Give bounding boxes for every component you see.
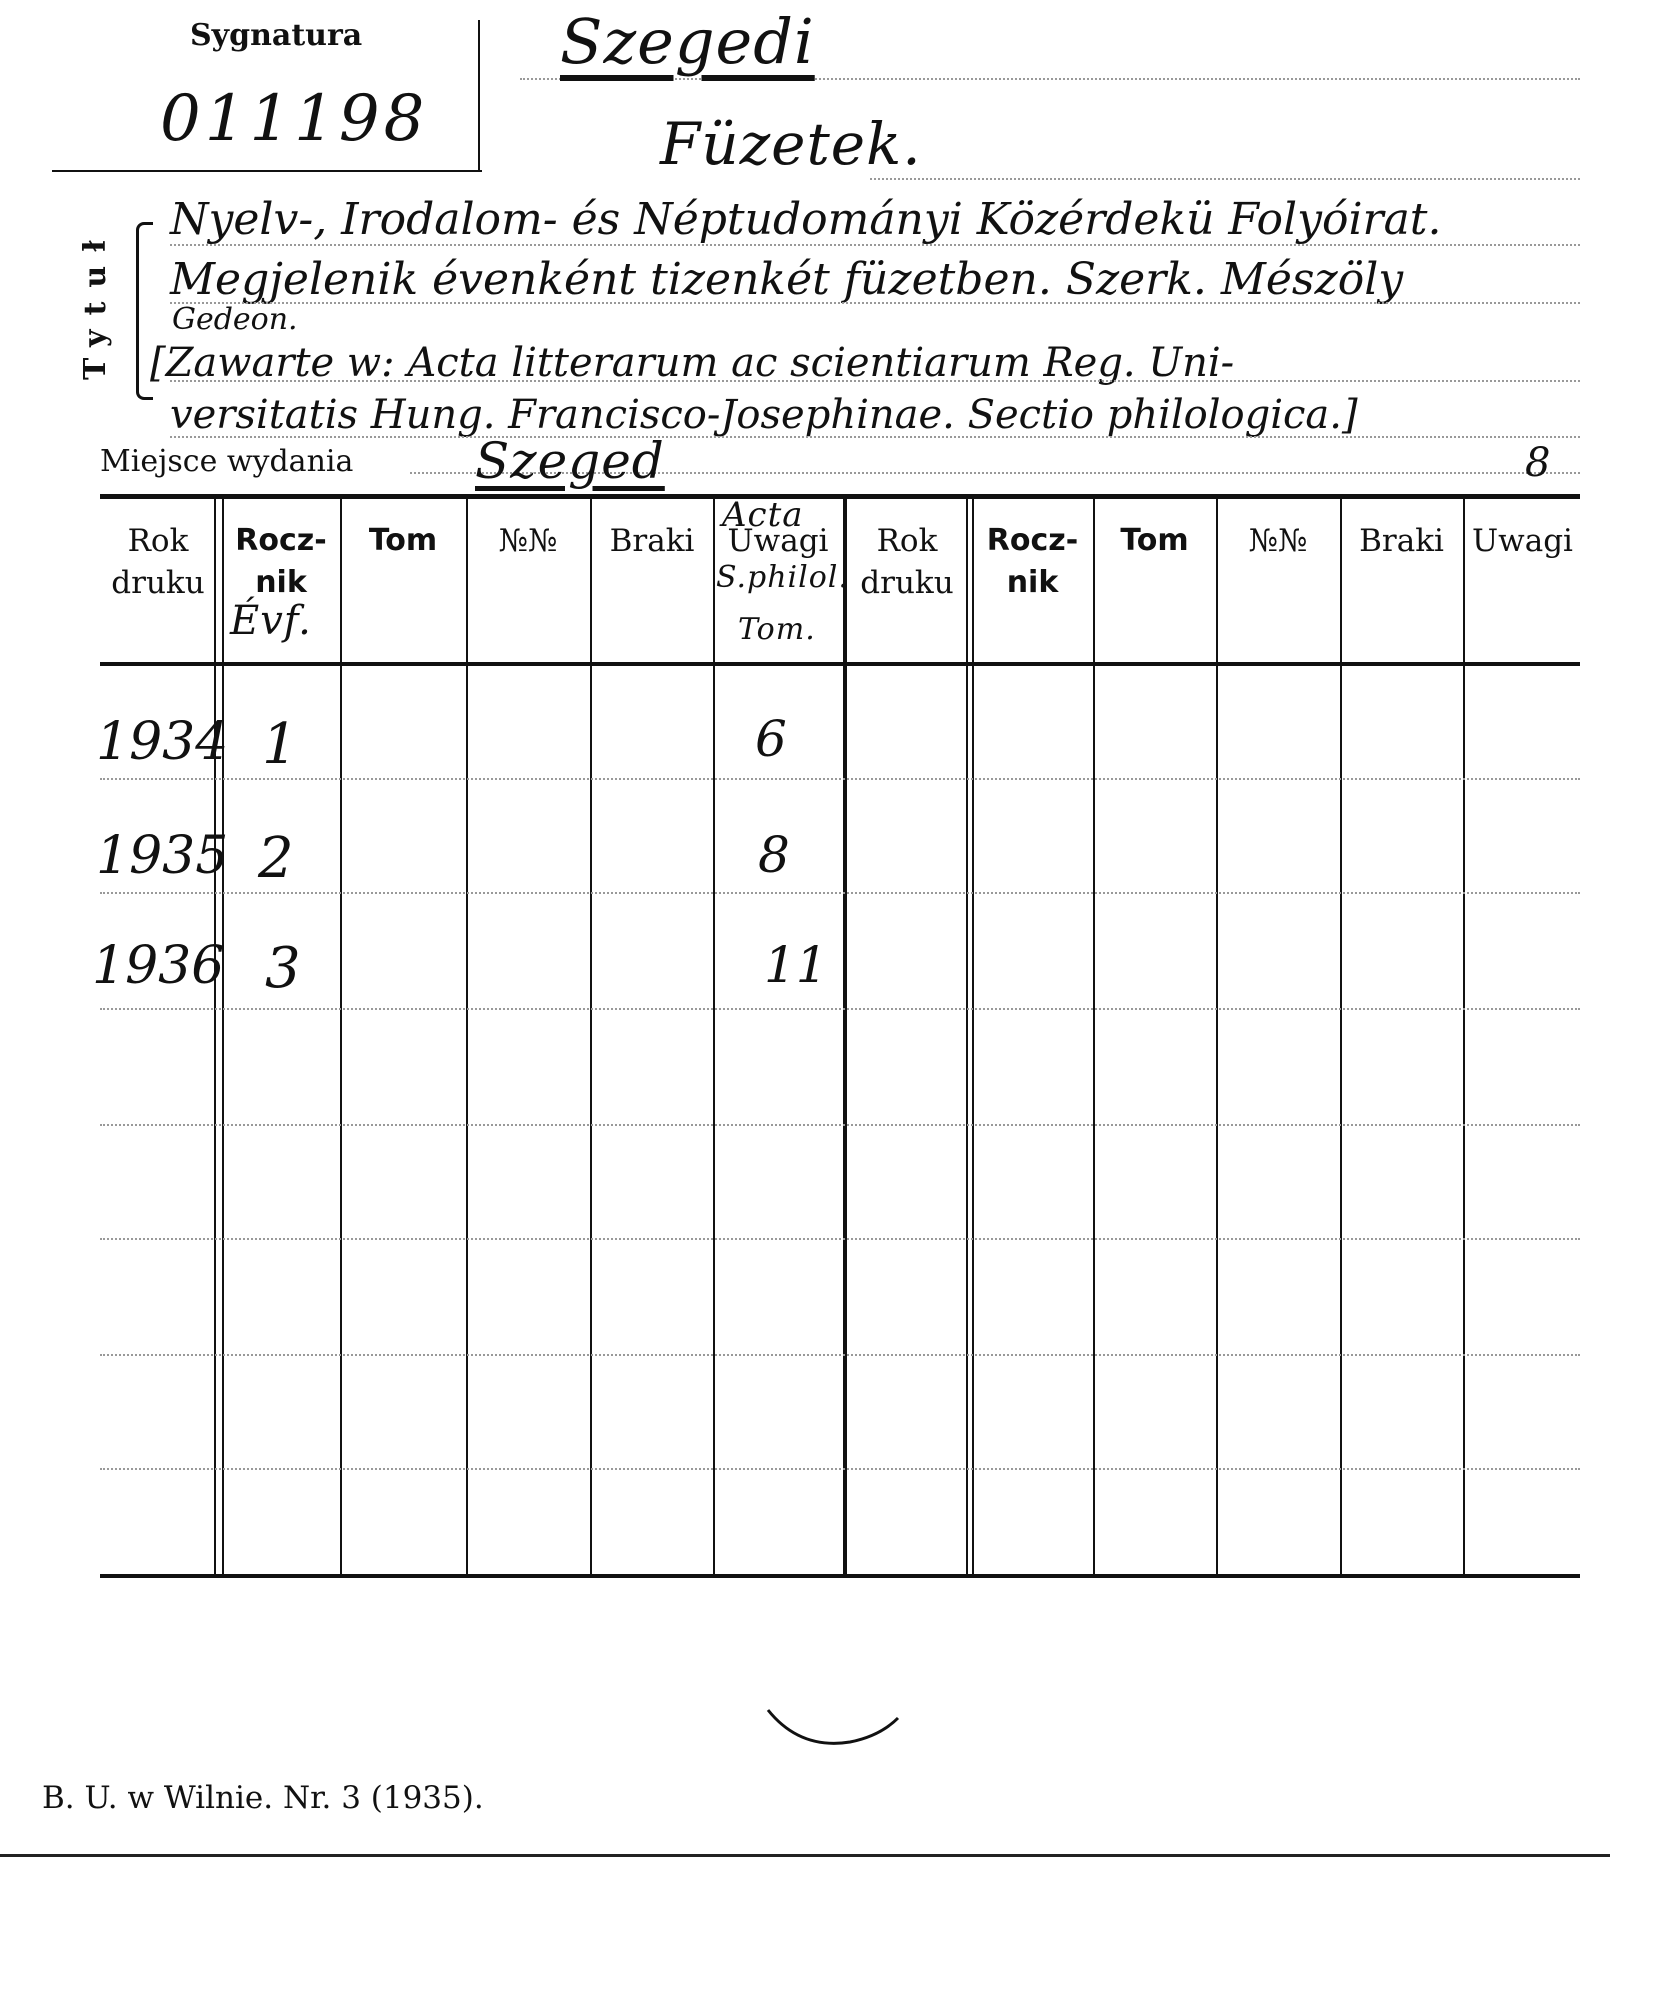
uwagi-note-bottom: Tom.: [738, 612, 816, 647]
col-line-l4: [590, 498, 592, 1574]
uwagi-note-mid: S.philol.: [716, 560, 849, 595]
title-line-1: Nyelv-, Irodalom- és Néptudományi Közérdekü Folyóirat.: [170, 194, 1442, 245]
table-row-2-rok: 1935: [96, 826, 229, 886]
header-uwagi-right: Uwagi: [1472, 523, 1573, 559]
title-guide-3: [170, 380, 1580, 382]
title-line-2: Megjelenik évenként tizenkét füzetben. Szerk. Mészöly: [170, 254, 1404, 305]
header-rocznik-left: Rocz- nik: [235, 523, 327, 600]
footer-imprint: B. U. w Wilnie. Nr. 3 (1935).: [42, 1780, 484, 1816]
col-line-r2: [1093, 498, 1095, 1574]
col-line-l5: [713, 498, 715, 1574]
row-guide-2: [100, 892, 1580, 894]
uwagi-note-top: Acta: [722, 495, 804, 535]
col-line-l3: [466, 498, 468, 1574]
title-guide-4: [170, 436, 1580, 438]
col-line-r5: [1463, 498, 1465, 1574]
table-row-3-uwagi: 11: [764, 936, 828, 994]
table-bottom-rule: [100, 1574, 1580, 1578]
place-note: 8: [1525, 440, 1552, 486]
header-rocznik-right: Rocz- nik: [986, 523, 1079, 600]
header-tom-left: Tom: [368, 523, 438, 558]
title-guide-1: [170, 244, 1580, 246]
col-line-mid: [843, 498, 847, 1574]
place-label: Miejsce wydania: [100, 444, 354, 479]
row-guide-5: [100, 1238, 1580, 1240]
table-row-1-rok: 1934: [96, 712, 229, 772]
place-value: Szeged: [475, 432, 665, 490]
rocznik-note: Évf.: [230, 598, 312, 644]
header-nn-right: №№: [1248, 523, 1308, 559]
table-row-1-uwagi: 6: [755, 710, 787, 768]
row-guide-7: [100, 1468, 1580, 1470]
row-guide-1: [100, 778, 1580, 780]
table-row-2-uwagi: 8: [758, 826, 790, 884]
pen-stroke-mark: [760, 1700, 910, 1760]
signature-value: 011198: [160, 82, 429, 156]
signature-divider: [478, 20, 480, 172]
header-nn-left: №№: [498, 523, 558, 559]
col-line-r1a: [966, 498, 968, 1574]
title-label: Tytuł: [78, 226, 113, 380]
heading-line-1: Szegedi: [560, 5, 815, 78]
card-bottom-edge: [0, 1854, 1610, 1857]
row-guide-6: [100, 1354, 1580, 1356]
heading-line-2: Füzetek.: [660, 110, 922, 178]
signature-label: Sygnatura: [190, 18, 363, 53]
table-row-1-rocznik: 1: [262, 712, 298, 777]
header-rok-right: Rok druku: [860, 523, 954, 601]
heading-guide-1: [520, 78, 1580, 80]
header-tom-right: Tom: [1120, 523, 1189, 558]
row-guide-3: [100, 1008, 1580, 1010]
title-line-3: Gedeon.: [172, 302, 298, 337]
table-row-3-rocznik: 3: [265, 936, 301, 1001]
title-line-4: [Zawarte w: Acta litterarum ac scientiarum Reg. Uni-: [150, 340, 1235, 386]
table-header-rule: [100, 662, 1580, 666]
col-line-l1b: [222, 498, 224, 1574]
header-braki-right: Braki: [1359, 523, 1444, 559]
heading-guide-2: [870, 178, 1580, 180]
title-guide-2: [170, 302, 1580, 304]
header-uwagi-left: Uwagi: [727, 523, 829, 559]
header-rok-left: Rok druku: [111, 523, 205, 601]
signature-underline: [52, 170, 482, 172]
table-row-2-rocznik: 2: [258, 826, 294, 891]
header-braki-left: Braki: [609, 523, 695, 559]
col-line-r1b: [972, 498, 974, 1574]
row-guide-4: [100, 1124, 1580, 1126]
col-line-l2: [340, 498, 342, 1574]
title-line-5: versitatis Hung. Francisco-Josephinae. Sectio philologica.]: [170, 392, 1358, 438]
col-line-r4: [1340, 498, 1342, 1574]
table-top-rule: [100, 494, 1580, 499]
col-line-l1a: [214, 498, 216, 1574]
table-row-3-rok: 1936: [92, 936, 225, 996]
col-line-r3: [1216, 498, 1218, 1574]
